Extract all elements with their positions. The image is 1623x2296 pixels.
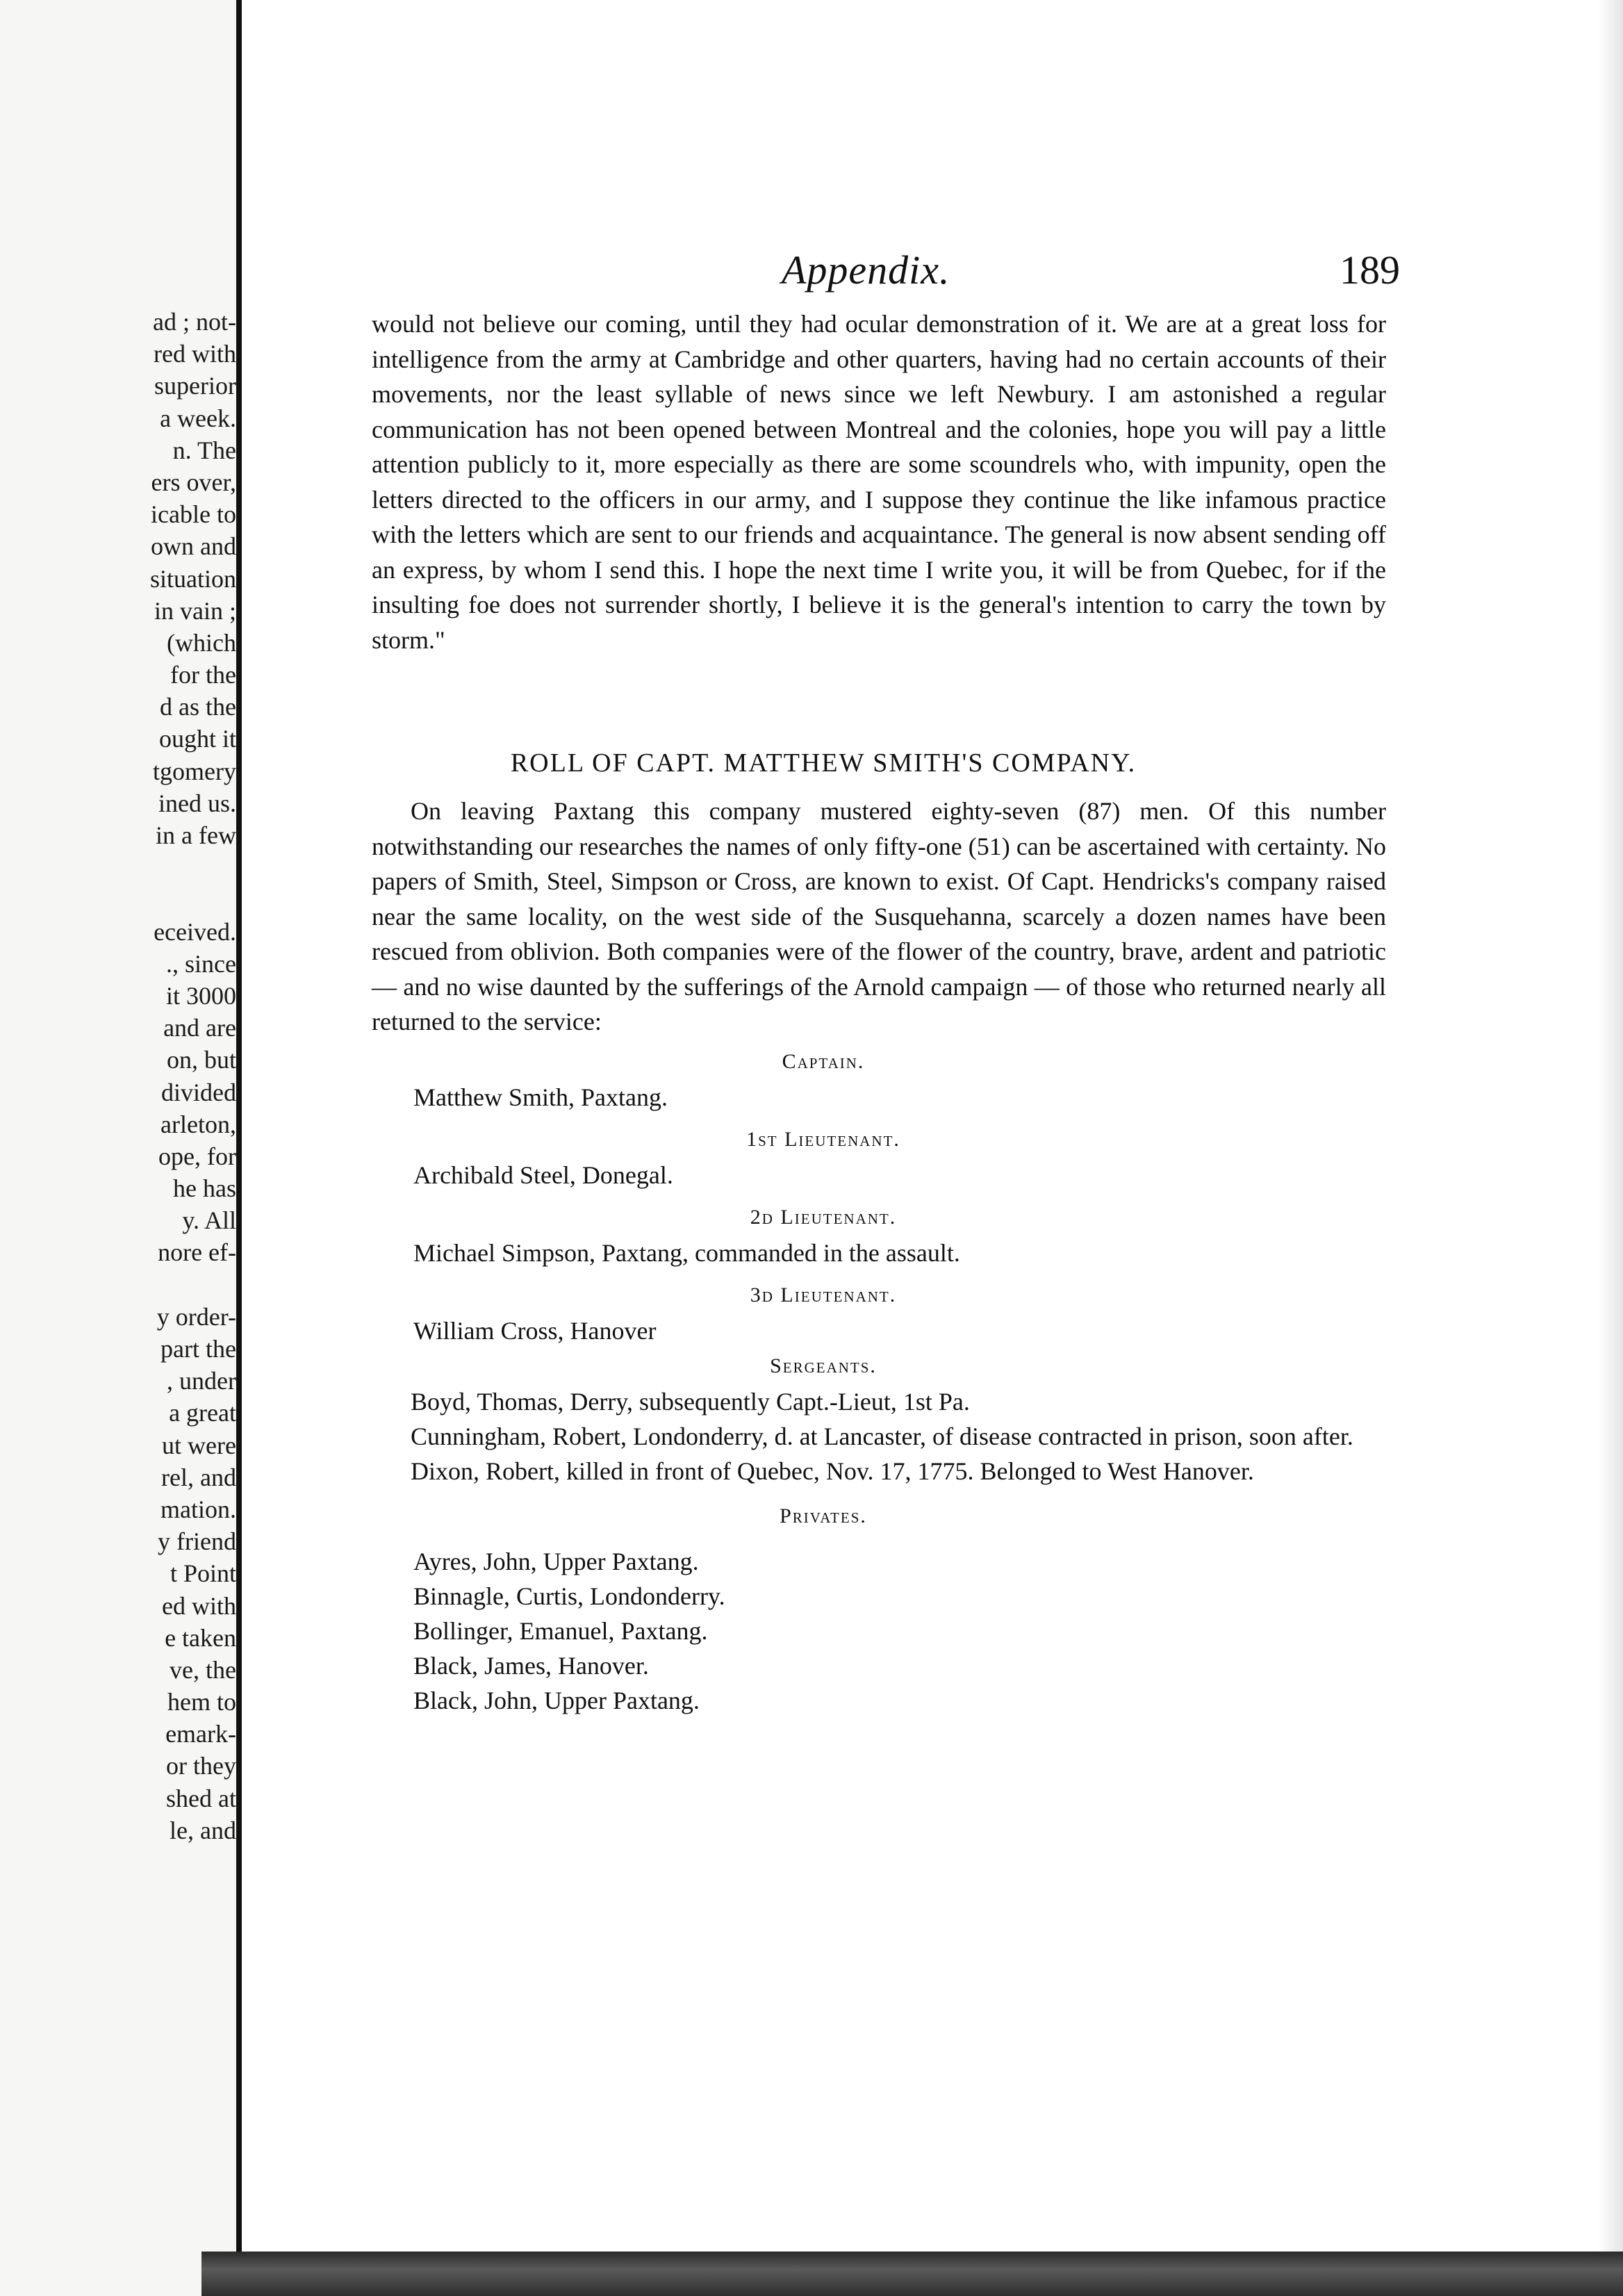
left-page-line: he has xyxy=(173,1174,236,1203)
left-page-line: y. All xyxy=(182,1206,236,1235)
left-page-line: superior xyxy=(154,372,236,400)
left-page-line: rel, and xyxy=(161,1463,236,1491)
left-page-line: y order- xyxy=(156,1302,236,1331)
left-page-line: and are xyxy=(163,1014,236,1042)
sergeant-entry: Dixon, Robert, killed in front of Quebec, Nov. 17, 1775. Belonged to West Hanover. xyxy=(411,1457,1254,1485)
second-lieutenant-entry: Michael Simpson, Paxtang, commanded in the assault. xyxy=(413,1238,960,1267)
second-lieutenant-heading: 2d Lieutenant. xyxy=(750,1205,897,1229)
running-title: Appendix. xyxy=(782,247,950,293)
left-page-line: a great xyxy=(169,1399,236,1427)
sergeants-heading: Sergeants. xyxy=(770,1354,877,1377)
left-page-line: (which xyxy=(167,628,236,657)
sergeant-entry: Boyd, Thomas, Derry, subsequently Capt.-Lieut, 1st Pa. xyxy=(411,1387,970,1416)
third-lieutenant-heading: 3d Lieutenant. xyxy=(750,1283,897,1306)
first-lieutenant-entry: Archibald Steel, Donegal. xyxy=(413,1161,673,1189)
left-page-line: shed at xyxy=(166,1784,236,1812)
left-facing-page xyxy=(0,0,236,2296)
right-page-edge xyxy=(1598,0,1623,2296)
left-page-line: tgomery xyxy=(153,757,236,785)
left-page-line: ought it xyxy=(158,725,236,753)
left-page-line: mation. xyxy=(160,1495,236,1523)
private-entry: Black, John, Upper Paxtang. xyxy=(413,1686,700,1714)
left-page-line: arleton, xyxy=(160,1110,236,1138)
left-page-line: own and xyxy=(151,532,236,561)
left-page-line: icable to xyxy=(151,500,236,529)
book-page xyxy=(372,247,1400,1718)
left-page-line xyxy=(14,1269,236,1301)
private-entry: Binnagle, Curtis, Londonderry. xyxy=(413,1582,725,1610)
left-page-line: ope, for xyxy=(158,1142,236,1170)
captain-entry: Matthew Smith, Paxtang. xyxy=(413,1083,668,1111)
sergeant-entry: Cunningham, Robert, Londonderry, d. at Lancaster, of disease contracted in prison, soon after. xyxy=(411,1422,1353,1450)
left-page-line: part the xyxy=(160,1335,236,1363)
left-page-line: ut were xyxy=(162,1431,236,1459)
left-page-line: hem to xyxy=(167,1688,236,1716)
left-page-line: nore ef- xyxy=(158,1238,236,1267)
left-page-line: eceived. xyxy=(154,917,236,946)
left-page-line xyxy=(14,851,236,883)
left-page-line: on, but xyxy=(166,1046,236,1074)
left-page-line: n. The xyxy=(172,436,236,464)
left-page-line: red with xyxy=(154,340,236,368)
left-page-line: d as the xyxy=(160,693,236,721)
left-page-line: in a few xyxy=(156,821,236,849)
book-bottom-edge xyxy=(201,2252,1623,2296)
roll-title: ROLL OF CAPT. MATTHEW SMITH'S COMPANY. xyxy=(510,748,1137,778)
left-page-line: y friend xyxy=(158,1527,236,1556)
left-page-line: ers over, xyxy=(151,468,236,496)
left-page-line: le, and xyxy=(170,1816,236,1844)
page-number: 189 xyxy=(1340,247,1400,293)
roll-intro: On leaving Paxtang this company mustered eighty-seven (87) men. Of this number notwithstanding our researches the names of only fifty-one (51) can be ascertained with certainty. No papers of Smith, Steel, Simpson or Cross, are known to exist. Of Capt. Hendricks's company raised near the same locality, on the west side of the Susquehanna, scarcely a dozen names have been rescued from oblivion. Both companies were of the flower of the country, brave, ardent and patriotic — and no wise daunted by the sufferings of the Arnold campaign — of those who returned nearly all returned to the service: xyxy=(372,797,1386,1035)
first-lieutenant-heading: 1st Lieutenant. xyxy=(746,1127,900,1151)
left-page-line: divided xyxy=(161,1078,236,1106)
left-page-line: ve, the xyxy=(170,1655,236,1684)
left-page-line: emark- xyxy=(165,1720,236,1748)
letter-paragraph: would not believe our coming, until they had ocular demonstration of it. We are at a great loss for intelligence from the army at Cambridge and other quarters, having had no certain accounts of their movements, nor the least syllable of news since we left Newbury. I am astonished a regular communication has not been opened between Montreal and the colonies, hope you will pay a little attention publicly to it, more especially as there are some scoundrels who, with impunity, open the letters directed to the officers in our army, and I suppose they continue the like infamous practice with the letters which are sent to our friends and acquaintance. The general is now absent sending off an express, by whom I send this. I hope the next time I write you, it will be from Quebec, for if the insulting foe does not surrender shortly, I believe it is the general's intention to carry the town by storm." xyxy=(372,310,1386,654)
left-page-line: a week. xyxy=(160,404,236,432)
third-lieutenant-entry: William Cross, Hanover xyxy=(413,1316,657,1345)
page-spine-edge xyxy=(236,0,242,2296)
left-page-line: ad ; not- xyxy=(153,308,236,336)
left-page-line: in vain ; xyxy=(154,596,236,625)
left-page-line: situation xyxy=(150,564,236,593)
left-page-line: it 3000 xyxy=(165,981,236,1010)
left-page-line: for the xyxy=(170,661,236,689)
privates-heading: Privates. xyxy=(780,1504,867,1527)
left-page-line: ., since xyxy=(166,949,236,978)
running-head xyxy=(372,247,1400,302)
left-page-line xyxy=(14,883,236,915)
left-page-line: ed with xyxy=(162,1591,236,1620)
left-page-text xyxy=(14,306,236,1846)
left-page-line: ined us. xyxy=(158,789,236,817)
private-entry: Ayres, John, Upper Paxtang. xyxy=(413,1547,699,1575)
left-page-line: t Point xyxy=(170,1559,236,1588)
left-page-line: or they xyxy=(166,1752,236,1780)
left-page-line: , under xyxy=(167,1367,236,1395)
private-entry: Black, James, Hanover. xyxy=(413,1651,649,1680)
captain-heading: Captain. xyxy=(782,1049,865,1073)
private-entry: Bollinger, Emanuel, Paxtang. xyxy=(413,1616,708,1645)
left-page-line: e taken xyxy=(165,1623,236,1652)
